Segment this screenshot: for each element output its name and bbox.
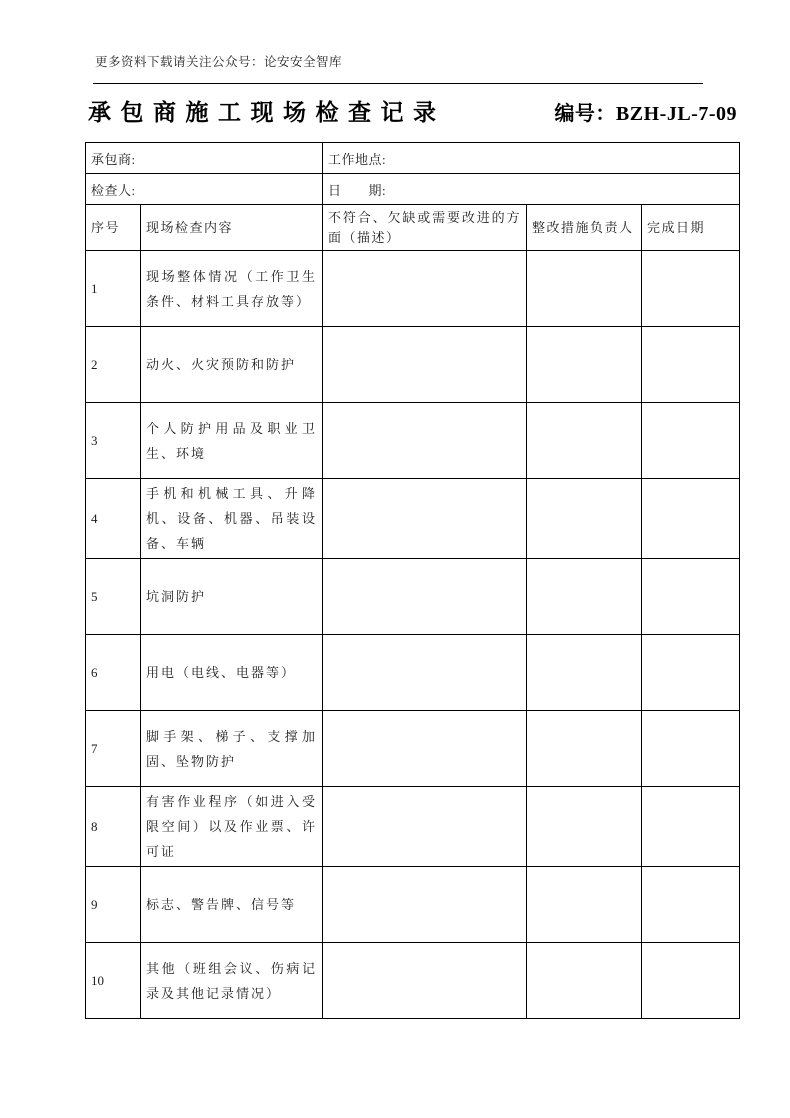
- row-no: 8: [86, 787, 141, 867]
- header-no: 序号: [86, 205, 141, 251]
- table-row: [86, 403, 740, 479]
- completion-date-cell: [642, 787, 740, 867]
- table-row: [86, 327, 740, 403]
- responsible-cell: [527, 943, 642, 1019]
- table-row: [86, 867, 740, 943]
- contractor-row: [86, 143, 740, 174]
- row-no: 4: [86, 479, 141, 559]
- contractor-label-cell: 承包商:: [86, 143, 323, 174]
- table-row: [86, 787, 740, 867]
- row-no: 9: [86, 867, 141, 943]
- row-no: 1: [86, 251, 141, 327]
- issue-cell: [323, 635, 527, 711]
- row-content: 坑洞防护: [141, 559, 323, 635]
- completion-date-cell: [642, 711, 740, 787]
- completion-date-cell: [642, 635, 740, 711]
- header-divider: [93, 83, 703, 84]
- responsible-cell: [527, 403, 642, 479]
- row-content: 有害作业程序（如进入受限空间）以及作业票、许可证: [141, 787, 323, 867]
- responsible-cell: [527, 559, 642, 635]
- completion-date-cell: [642, 251, 740, 327]
- row-no: 2: [86, 327, 141, 403]
- responsible-cell: [527, 867, 642, 943]
- row-content: 脚手架、梯子、支撑加固、坠物防护: [141, 711, 323, 787]
- row-content: 个人防护用品及职业卫生、环境: [141, 403, 323, 479]
- page-title: 承包商施工现场检查记录: [88, 100, 446, 125]
- row-content: 标志、警告牌、信号等: [141, 867, 323, 943]
- completion-date-cell: [642, 559, 740, 635]
- header-content: 现场检查内容: [141, 205, 323, 251]
- issue-cell: [323, 787, 527, 867]
- inspector-row: [86, 174, 740, 205]
- issue-cell: [323, 867, 527, 943]
- issue-cell: [323, 251, 527, 327]
- table-header-row: [86, 205, 740, 251]
- row-content: 动火、火灾预防和防护: [141, 327, 323, 403]
- table-row: [86, 711, 740, 787]
- responsible-cell: [527, 479, 642, 559]
- header-note: 更多资料下载请关注公众号：论安安全智库: [95, 55, 343, 69]
- inspection-table: [85, 142, 740, 1019]
- row-no: 3: [86, 403, 141, 479]
- responsible-cell: [527, 327, 642, 403]
- row-no: 5: [86, 559, 141, 635]
- issue-cell: [323, 479, 527, 559]
- completion-date-cell: [642, 943, 740, 1019]
- row-content: 用电（电线、电器等）: [141, 635, 323, 711]
- row-no: 10: [86, 943, 141, 1019]
- work-location-label-cell: 工作地点:: [323, 143, 740, 174]
- table-row: [86, 635, 740, 711]
- responsible-cell: [527, 635, 642, 711]
- title-row: [88, 94, 737, 127]
- completion-date-cell: [642, 867, 740, 943]
- completion-date-cell: [642, 403, 740, 479]
- table-row: [86, 479, 740, 559]
- issue-cell: [323, 327, 527, 403]
- responsible-cell: [527, 711, 642, 787]
- header-issue: 不符合、欠缺或需要改进的方面（描述）: [323, 205, 527, 251]
- doc-number: 编号：BZH-JL-7-09: [554, 103, 737, 125]
- responsible-cell: [527, 251, 642, 327]
- table-row: [86, 559, 740, 635]
- inspector-label-cell: 检查人:: [86, 174, 323, 205]
- date-label-cell: 日 期:: [323, 174, 740, 205]
- table-row: [86, 251, 740, 327]
- header-completion-date: 完成日期: [642, 205, 740, 251]
- issue-cell: [323, 559, 527, 635]
- row-no: 7: [86, 711, 141, 787]
- issue-cell: [323, 711, 527, 787]
- completion-date-cell: [642, 327, 740, 403]
- header-responsible: 整改措施负责人: [527, 205, 642, 251]
- responsible-cell: [527, 787, 642, 867]
- table-row: [86, 943, 740, 1019]
- issue-cell: [323, 403, 527, 479]
- row-content: 其他（班组会议、伤病记录及其他记录情况）: [141, 943, 323, 1019]
- issue-cell: [323, 943, 527, 1019]
- completion-date-cell: [642, 479, 740, 559]
- row-content: 手机和机械工具、升降机、设备、机器、吊装设备、车辆: [141, 479, 323, 559]
- row-content: 现场整体情况（工作卫生条件、材料工具存放等）: [141, 251, 323, 327]
- row-no: 6: [86, 635, 141, 711]
